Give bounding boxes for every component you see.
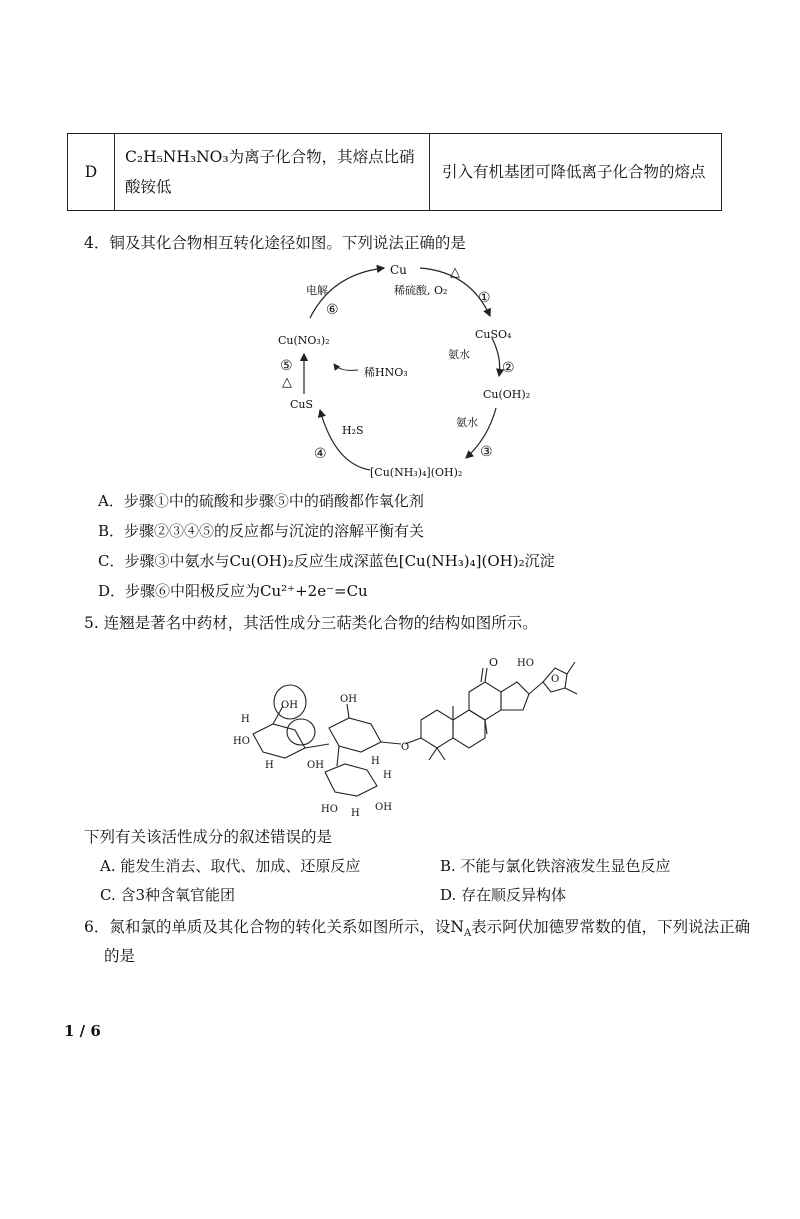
q5-option-d: D. 存在顺反异构体 — [440, 886, 567, 904]
arrow-step4 — [320, 410, 370, 470]
reagent-step3: 氨水 — [456, 416, 478, 429]
q5-sub-stem: 下列有关该活性成分的叙述错误的是 — [84, 828, 333, 846]
table-row — [68, 134, 722, 211]
page-number: 1 / 6 — [64, 1022, 101, 1040]
label-sugar3-ho: HO — [321, 804, 338, 815]
reagent-step5: 稀HNO₃ — [364, 366, 408, 379]
step-number-4: ④ — [314, 446, 327, 462]
heat-symbol-step5: △ — [282, 375, 292, 390]
q5-option-c: C. 含3种含氧官能团 — [100, 886, 236, 904]
label-h: H — [383, 770, 392, 781]
label-furan-o: O — [551, 674, 560, 685]
reagent-step4: H₂S — [342, 424, 364, 437]
q5-option-b: B. 不能与氯化铁溶液发生显色反应 — [440, 857, 671, 875]
q4-option-d: D．步骤⑥中阳极反应为Cu²⁺+2e⁻=Cu — [98, 582, 368, 600]
copper-conversion-diagram — [270, 258, 540, 484]
table-row-label: D — [68, 134, 115, 211]
label-h: H — [241, 714, 250, 725]
table-statement — [115, 134, 430, 211]
label-link-o: O — [401, 742, 410, 753]
step-number-6: ⑥ — [326, 302, 339, 318]
q6-stem-rest: 表示阿伏加德罗常数的值，下列说法正确 — [471, 918, 751, 936]
q6-stem-start: 6．氮和氯的单质及其化合物的转化关系如图所示，设N — [84, 918, 464, 936]
statement-text: 为离子化合物，其熔点比硝酸铵低 — [125, 148, 415, 196]
step-number-1: ① — [478, 290, 491, 306]
step-number-3: ③ — [480, 444, 493, 460]
reagent-step2: 氨水 — [448, 348, 470, 361]
q4-stem: 4．铜及其化合物相互转化途径如图。下列说法正确的是 — [84, 234, 466, 252]
label-circled-oh: OH — [281, 700, 298, 711]
species-cus: CuS — [290, 398, 314, 411]
q6-stem-line1 — [84, 916, 750, 945]
reagent-step1: 稀硫酸, O₂ — [394, 284, 448, 297]
label-h: H — [371, 756, 380, 767]
q5-option-a: A. 能发生消去、取代、加成、还原反应 — [100, 857, 361, 875]
q6-stem-line2: 的是 — [104, 947, 136, 965]
q5-stem: 5. 连翘是著名中药材，其活性成分三萜类化合物的结构如图所示。 — [84, 614, 538, 632]
q4-option-a: A．步骤①中的硫酸和步骤⑤中的硝酸都作氧化剂 — [98, 492, 424, 510]
reagent-step6: 电解 — [306, 284, 328, 297]
species-cu: Cu — [390, 263, 407, 277]
triterpene-structure — [225, 632, 580, 822]
label-sugar3-bottom-oh: OH — [375, 802, 392, 813]
label-side-oh: HO — [517, 658, 534, 669]
species-cuoh2: Cu(OH)₂ — [483, 388, 531, 401]
table-reason: 引入有机基团可降低离子化合物的熔点 — [430, 134, 722, 211]
species-complex: [Cu(NH₃)₄](OH)₂ — [370, 466, 463, 479]
heat-symbol-step1: △ — [450, 265, 460, 280]
label-sugar2-ho: HO — [233, 736, 250, 747]
step-number-2: ② — [502, 360, 515, 376]
label-sugar3-oh: OH — [307, 760, 324, 771]
q4-option-b: B．步骤②③④⑤的反应都与沉淀的溶解平衡有关 — [98, 522, 425, 540]
label-h: H — [265, 760, 274, 771]
statement-formula: C₂H₅NH₃NO₃ — [125, 148, 229, 166]
label-ketone-o: O — [489, 656, 499, 669]
label-sugar1-oh: OH — [340, 694, 357, 705]
arrow-reagent5 — [334, 364, 358, 370]
label-h: H — [351, 808, 360, 819]
answer-table — [67, 133, 722, 211]
arrow-step2 — [492, 338, 500, 376]
species-cuno32: Cu(NO₃)₂ — [278, 334, 330, 347]
species-cuso4: CuSO₄ — [475, 328, 512, 341]
step-number-5: ⑤ — [280, 358, 293, 374]
q4-option-c: C．步骤③中氨水与Cu(OH)₂反应生成深蓝色[Cu(NH₃)₄](OH)₂沉淀 — [98, 552, 555, 570]
q6-na-subscript: A — [463, 928, 472, 940]
